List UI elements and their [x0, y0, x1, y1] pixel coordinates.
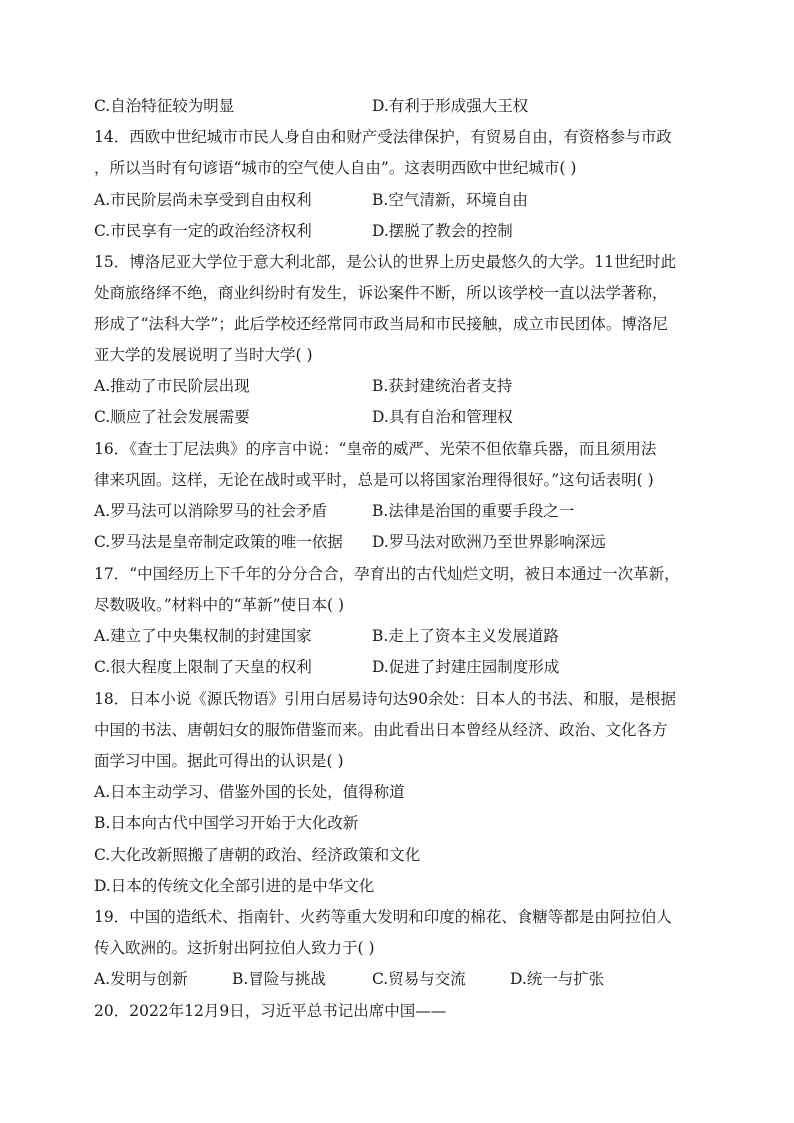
- q14-stem-line1: 14．西欧中世纪城市市民人身自由和财产受法律保护，有贸易自由，有资格参与市政: [94, 128, 672, 146]
- q16-option-a: A.罗马法可以消除罗马的社会矛盾: [94, 502, 328, 520]
- q17-options-ab: [94, 626, 714, 646]
- q15-option-b: B.获封建统治者支持: [372, 377, 513, 395]
- q14-options-ab: [94, 190, 714, 210]
- q17-option-a: A.建立了中央集权制的封建国家: [94, 627, 312, 645]
- q13-option-d: D.有利于形成强大王权: [372, 97, 529, 115]
- q14-option-c: C.市民享有一定的政治经济权利: [94, 222, 312, 240]
- q18-stem-line3: 面学习中国。据此可得出的认识是( ): [94, 752, 344, 770]
- q19-option-d: D.统一与扩张: [510, 970, 605, 988]
- q19-stem-line1: 19．中国的造纸术、指南针、火药等重大发明和印度的棉花、食糖等都是由阿拉伯人: [94, 908, 672, 926]
- q19-stem-line2: 传入欧洲的。这折射出阿拉伯人致力于( ): [94, 939, 375, 957]
- q15-stem-line1: 15．博洛尼亚大学位于意大利北部，是公认的世界上历史最悠久的大学。11世纪时此: [94, 253, 676, 271]
- q18-stem-line2: 中国的书法、唐朝妇女的服饰借鉴而来。由此看出日本曾经从经济、政治、文化各方: [94, 721, 668, 739]
- q19-option-c: C.贸易与交流: [372, 970, 466, 988]
- q15-option-d: D.具有自治和管理权: [372, 408, 513, 426]
- q15-stem-line4: 亚大学的发展说明了当时大学( ): [94, 346, 313, 364]
- q16-option-c: C.罗马法是皇帝制定政策的唯一依据: [94, 533, 343, 551]
- q16-option-b: B.法律是治国的重要手段之一: [372, 502, 575, 520]
- q15-option-c: C.顺应了社会发展需要: [94, 408, 250, 426]
- q18-option-d: D.日本的传统文化全部引进的是中华文化: [94, 877, 375, 895]
- q18-option-a: A.日本主动学习、借鉴外国的长处，值得称道: [94, 783, 405, 801]
- q16-option-d: D.罗马法对欧洲乃至世界影响深远: [372, 533, 606, 551]
- q16-stem-line2: 律来巩固。这样，无论在战时或平时，总是可以将国家治理得很好。”这句话表明( ): [94, 471, 654, 489]
- q16-options-ab: [94, 501, 714, 521]
- q17-stem-line2: 尽数吸收。”材料中的“革新”使日本( ): [94, 596, 345, 614]
- q17-options-cd: [94, 657, 714, 677]
- q14-options-cd: [94, 221, 714, 241]
- q16-stem-line1: 16．《查士丁尼法典》的序言中说：“皇帝的威严、光荣不但依靠兵器，而且须用法: [94, 440, 657, 458]
- q19-option-a: A.发明与创新: [94, 970, 188, 988]
- q17-stem-line1: 17．“中国经历上下千年的分分合合，孕育出的古代灿烂文明，被日本通过一次革新，: [94, 565, 680, 583]
- q14-option-a: A.市民阶层尚未享受到自由权利: [94, 191, 312, 209]
- q18-stem-line1: 18．日本小说《源氏物语》引用白居易诗句达90余处：日本人的书法、和服，是根据: [94, 690, 676, 708]
- q19-option-b: B.冒险与挑战: [232, 970, 326, 988]
- q15-stem-line2: 处商旅络绎不绝，商业纠纷时有发生，诉讼案件不断，所以该学校一直以法学著称，: [94, 284, 668, 302]
- q15-option-a: A.推动了市民阶层出现: [94, 377, 250, 395]
- q13-options-cd: [94, 96, 714, 116]
- q17-option-c: C.很大程度上限制了天皇的权利: [94, 658, 312, 676]
- q17-option-d: D.促进了封建庄园制度形成: [372, 658, 560, 676]
- q18-option-b: B.日本向古代中国学习开始于大化改新: [94, 814, 359, 832]
- q16-options-cd: [94, 532, 714, 552]
- q18-option-c: C.大化改新照搬了唐朝的政治、经济政策和文化: [94, 846, 421, 864]
- q14-option-b: B.空气清新，环境自由: [372, 191, 528, 209]
- q17-option-b: B.走上了资本主义发展道路: [372, 627, 559, 645]
- q19-options: [94, 969, 714, 989]
- q13-option-c: C.自治特征较为明显: [94, 97, 235, 115]
- q15-options-cd: [94, 407, 714, 427]
- q14-stem-line2: ，所以当时有句谚语“城市的空气使人自由”。这表明西欧中世纪城市( ): [94, 159, 577, 177]
- q14-option-d: D.摆脱了教会的控制: [372, 222, 513, 240]
- q15-stem-line3: 形成了“法科大学”；此后学校还经常同市政当局和市民接触，成立市民团体。博洛尼: [94, 315, 668, 333]
- q15-options-ab: [94, 376, 714, 396]
- q20-stem-line1: 20．2022年12月9日，习近平总书记出席中国——: [94, 1002, 447, 1020]
